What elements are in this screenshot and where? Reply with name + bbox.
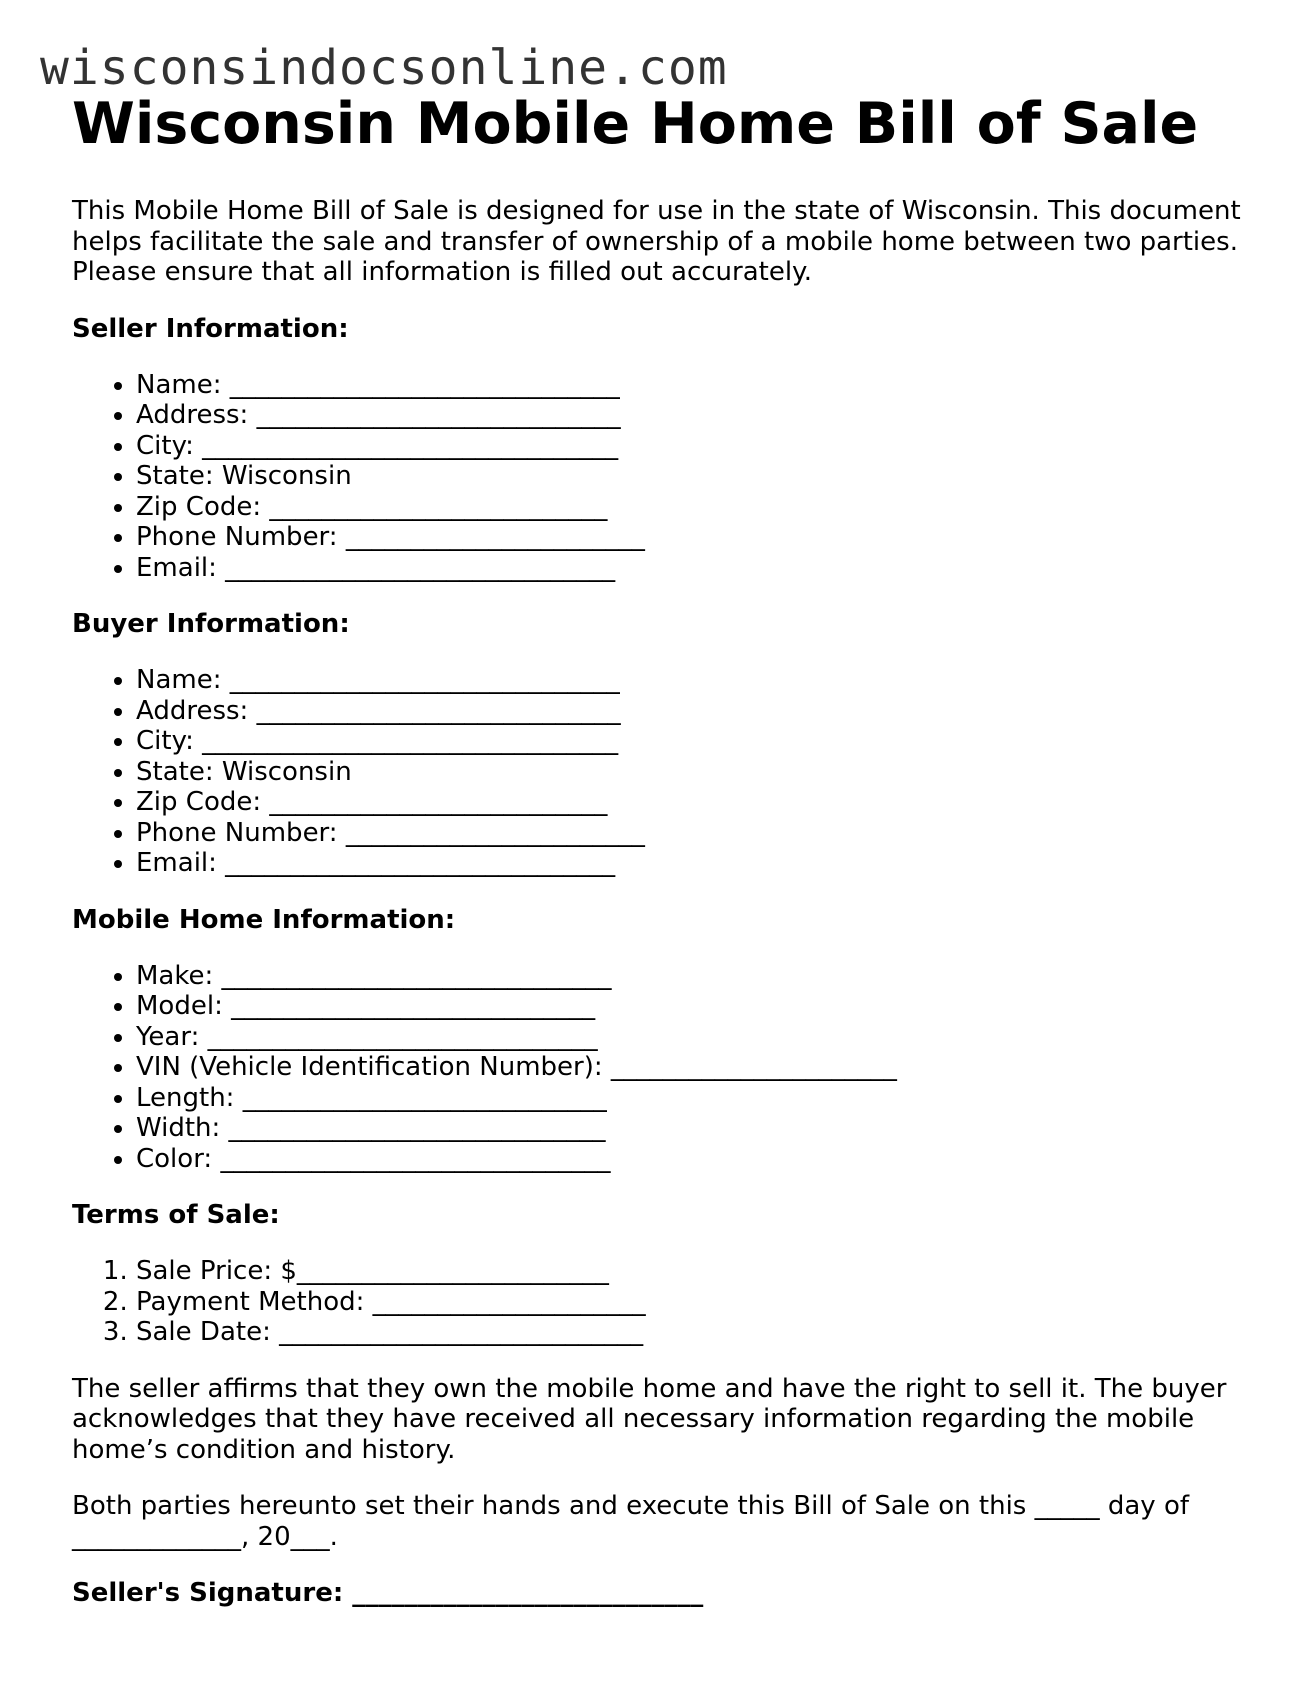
mobile-home-fields-list bbox=[72, 961, 1252, 1175]
watermark: wisconsindocsonline.com bbox=[40, 40, 728, 96]
model-field[interactable]: • Model: ____________________________ bbox=[136, 991, 1252, 1022]
seller-zip-field[interactable]: • Zip Code: __________________________ bbox=[136, 492, 1252, 523]
buyer-phone-field[interactable]: • Phone Number: _______________________ bbox=[136, 818, 1252, 849]
make-field[interactable]: • Make: ______________________________ bbox=[136, 961, 1252, 992]
buyer-state-field: • State: Wisconsin bbox=[136, 757, 1252, 788]
buyer-section-heading: Buyer Information: bbox=[72, 609, 350, 639]
terms-fields-list bbox=[72, 1256, 1252, 1348]
seller-phone-field[interactable]: • Phone Number: _______________________ bbox=[136, 522, 1252, 553]
payment-method-field[interactable]: 2. Payment Method: _____________________ bbox=[136, 1287, 1252, 1318]
document-body bbox=[72, 88, 1252, 1608]
length-field[interactable]: • Length: ____________________________ bbox=[136, 1083, 1252, 1114]
width-field[interactable]: • Width: _____________________________ bbox=[136, 1113, 1252, 1144]
seller-state-field: • State: Wisconsin bbox=[136, 461, 1252, 492]
terms-section-heading: Terms of Sale: bbox=[72, 1200, 280, 1230]
seller-signature-field[interactable]: Seller's Signature: ___________________________ bbox=[72, 1578, 704, 1608]
buyer-address-field[interactable]: • Address: ____________________________ bbox=[136, 696, 1252, 727]
buyer-zip-field[interactable]: • Zip Code: __________________________ bbox=[136, 787, 1252, 818]
page-title: Wisconsin Mobile Home Bill of Sale bbox=[72, 91, 1199, 157]
buyer-city-field[interactable]: • City: ________________________________ bbox=[136, 726, 1252, 757]
seller-section-heading: Seller Information: bbox=[72, 313, 349, 344]
seller-name-field[interactable]: • Name: ______________________________ bbox=[136, 370, 1252, 401]
seller-fields-list bbox=[72, 370, 1252, 584]
affirmation-paragraph: The seller affirms that they own the mobile home and have the right to sell it. The buyer acknowledges that they have received all necessary information regarding the mobile home’s condition and history. bbox=[72, 1373, 1227, 1465]
intro-paragraph: This Mobile Home Bill of Sale is designed for use in the state of Wisconsin. This document helps facilitate the sale and transfer of ownership of a mobile home between two parties. Please ensure that all information is filled out accurately. bbox=[72, 196, 1241, 287]
buyer-name-field[interactable]: • Name: ______________________________ bbox=[136, 665, 1252, 696]
seller-address-field[interactable]: • Address: ____________________________ bbox=[136, 400, 1252, 431]
year-field[interactable]: • Year: ______________________________ bbox=[136, 1022, 1252, 1053]
seller-city-field[interactable]: • City: ________________________________ bbox=[136, 431, 1252, 462]
execution-paragraph[interactable]: Both parties hereunto set their hands and execute this Bill of Sale on this _____ day of _____________, 20___. bbox=[72, 1491, 1190, 1552]
sale-date-field[interactable]: 3. Sale Date: ____________________________ bbox=[136, 1317, 1252, 1348]
color-field[interactable]: • Color: ______________________________ bbox=[136, 1144, 1252, 1175]
seller-email-field[interactable]: • Email: ______________________________ bbox=[136, 553, 1252, 584]
buyer-fields-list bbox=[72, 665, 1252, 879]
mobile-home-section-heading: Mobile Home Information: bbox=[72, 904, 456, 935]
buyer-email-field[interactable]: • Email: ______________________________ bbox=[136, 848, 1252, 879]
sale-price-field[interactable]: 1. Sale Price: $________________________ bbox=[136, 1256, 1252, 1287]
vin-field[interactable]: • VIN (Vehicle Identification Number): ______________________ bbox=[136, 1052, 1252, 1083]
